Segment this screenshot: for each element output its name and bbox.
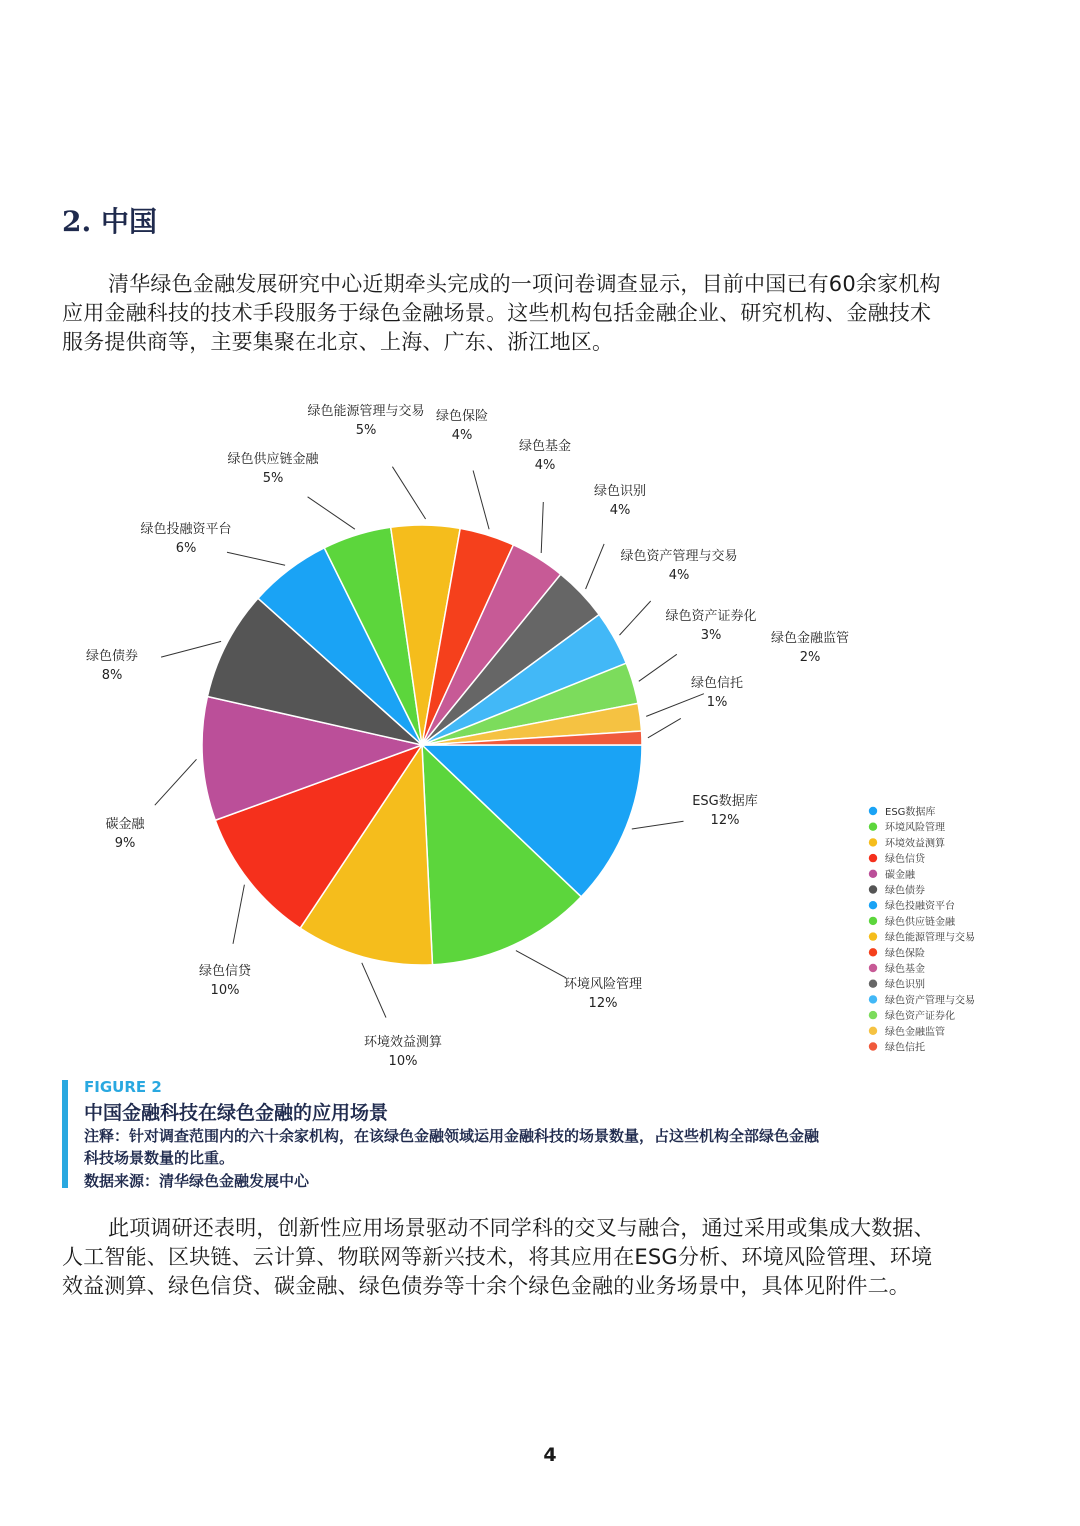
leader-line: [227, 552, 285, 565]
legend-swatch: [869, 1011, 877, 1019]
legend-swatch: [869, 932, 877, 940]
conclusion-line: 此项调研还表明，创新性应用场景驱动不同学科的交叉与融合，通过采用或集成大数据、: [108, 1216, 935, 1240]
slice-label: 绿色信托: [690, 676, 744, 691]
slice-label: 绿色供应链金融: [227, 452, 319, 467]
figure-note-line: 注释：针对调查范围内的六十余家机构，在该绿色金融领域运用金融科技的场景数量，占这些机构全部绿色金融: [84, 1127, 820, 1145]
legend-swatch: [869, 980, 877, 988]
slice-percent: 5%: [262, 471, 284, 486]
pie-slices: [202, 525, 642, 965]
legend-swatch: [869, 948, 877, 956]
legend-swatch: [869, 870, 877, 878]
leader-line: [473, 471, 489, 530]
legend-label: 绿色保险: [885, 948, 925, 960]
intro-line: 清华绿色金融发展研究中心近期牵头完成的一项问卷调查显示，目前中国已有60余家机构: [108, 272, 941, 296]
leader-line: [516, 951, 566, 978]
legend-label: 绿色投融资平台: [885, 901, 955, 913]
conclusion-line: 人工智能、区块链、云计算、物联网等新兴技术，将其应用在ESG分析、环境风险管理、环境: [62, 1245, 933, 1269]
leader-line: [362, 963, 386, 1018]
slice-label: ESG数据库: [692, 794, 758, 809]
caption-accent-bar: [62, 1080, 68, 1188]
intro-line: 服务提供商等，主要集聚在北京、上海、广东、浙江地区。: [62, 330, 614, 354]
slice-label: 环境风险管理: [563, 977, 643, 992]
conclusion-line: 效益测算、绿色信贷、碳金融、绿色债券等十余个绿色金融的业务场景中，具体见附件二。: [62, 1274, 910, 1298]
slice-label: 绿色信贷: [198, 964, 252, 979]
leader-line: [648, 718, 681, 737]
slice-percent: 12%: [588, 996, 618, 1011]
leader-line: [161, 641, 221, 657]
legend-swatch: [869, 1042, 877, 1050]
slice-percent: 12%: [710, 813, 740, 828]
slice-label: 碳金融: [105, 817, 145, 832]
legend-label: 环境效益测算: [885, 838, 945, 850]
legend-label: 绿色金融监管: [885, 1026, 945, 1038]
page-number: 4: [543, 1444, 557, 1466]
slice-percent: 4%: [609, 503, 631, 518]
legend-swatch: [869, 838, 877, 846]
legend-label: 绿色信贷: [885, 854, 925, 866]
slice-percent: 8%: [101, 668, 123, 683]
slice-label: 绿色识别: [593, 484, 647, 499]
figure-source: 数据来源：清华绿色金融发展中心: [84, 1172, 310, 1190]
leader-line: [632, 821, 684, 829]
figure-note-line: 科技场景数量的比重。: [84, 1149, 235, 1167]
section-heading: 2. 中国: [62, 205, 157, 238]
slice-percent: 4%: [451, 428, 473, 443]
slice-percent: 1%: [706, 695, 728, 710]
slice-percent: 2%: [799, 650, 821, 665]
legend-label: 绿色资产证券化: [885, 1011, 955, 1023]
legend-label: 绿色基金: [885, 964, 925, 975]
leader-line: [541, 502, 543, 553]
leader-line: [392, 467, 425, 519]
slice-percent: 5%: [355, 423, 377, 438]
legend-swatch: [869, 917, 877, 925]
slice-percent: 3%: [700, 628, 722, 643]
slice-label: 绿色能源管理与交易: [307, 404, 425, 419]
legend-swatch: [869, 964, 877, 972]
legend-label: 绿色能源管理与交易: [885, 932, 975, 944]
legend-swatch: [869, 1027, 877, 1035]
slice-percent: 4%: [668, 568, 690, 583]
figure-note: [84, 1125, 984, 1169]
leader-line: [155, 759, 197, 805]
intro-paragraph: [62, 270, 982, 357]
leader-line: [308, 497, 355, 529]
slice-label: 绿色资产管理与交易: [620, 549, 738, 564]
slice-label: 绿色投融资平台: [140, 522, 232, 537]
slice-percent: 10%: [210, 983, 240, 998]
leader-line: [646, 694, 704, 717]
legend-label: 绿色债券: [885, 885, 925, 897]
leader-line: [233, 885, 244, 944]
legend-label: 环境风险管理: [885, 822, 945, 834]
slice-label: 环境效益测算: [363, 1035, 443, 1050]
slice-label: 绿色资产证券化: [665, 609, 757, 624]
intro-line: 应用金融科技的技术手段服务于绿色金融场景。这些机构包括金融企业、研究机构、金融技术: [62, 301, 932, 325]
legend-label: 绿色资产管理与交易: [885, 995, 975, 1007]
chart-legend: [869, 805, 975, 1054]
slice-label: 绿色金融监管: [770, 631, 850, 646]
legend-label: 绿色识别: [885, 979, 925, 991]
legend-swatch: [869, 823, 877, 831]
slice-label: 绿色基金: [518, 439, 572, 454]
slice-percent: 10%: [388, 1054, 418, 1069]
legend-swatch: [869, 995, 877, 1003]
slice-label: 绿色债券: [85, 649, 139, 664]
figure-title: 中国金融科技在绿色金融的应用场景: [84, 1102, 389, 1124]
leader-line: [620, 601, 651, 635]
legend-label: 绿色信托: [885, 1042, 925, 1054]
legend-label: 碳金融: [885, 869, 915, 881]
slice-percent: 6%: [175, 541, 197, 556]
leader-line: [639, 654, 677, 681]
slice-label: 绿色保险: [435, 409, 489, 424]
figure-caption: [62, 1078, 992, 1190]
legend-swatch: [869, 854, 877, 862]
legend-label: 绿色供应链金融: [885, 916, 955, 928]
leader-line: [586, 544, 605, 589]
legend-swatch: [869, 885, 877, 893]
slice-percent: 9%: [114, 836, 136, 851]
legend-label: ESG数据库: [885, 807, 936, 818]
slice-percent: 4%: [534, 458, 556, 473]
legend-swatch: [869, 901, 877, 909]
legend-swatch: [869, 807, 877, 815]
conclusion-paragraph: [62, 1214, 982, 1301]
figure-label: FIGURE 2: [84, 1078, 162, 1096]
pie-chart: [0, 390, 1080, 1080]
